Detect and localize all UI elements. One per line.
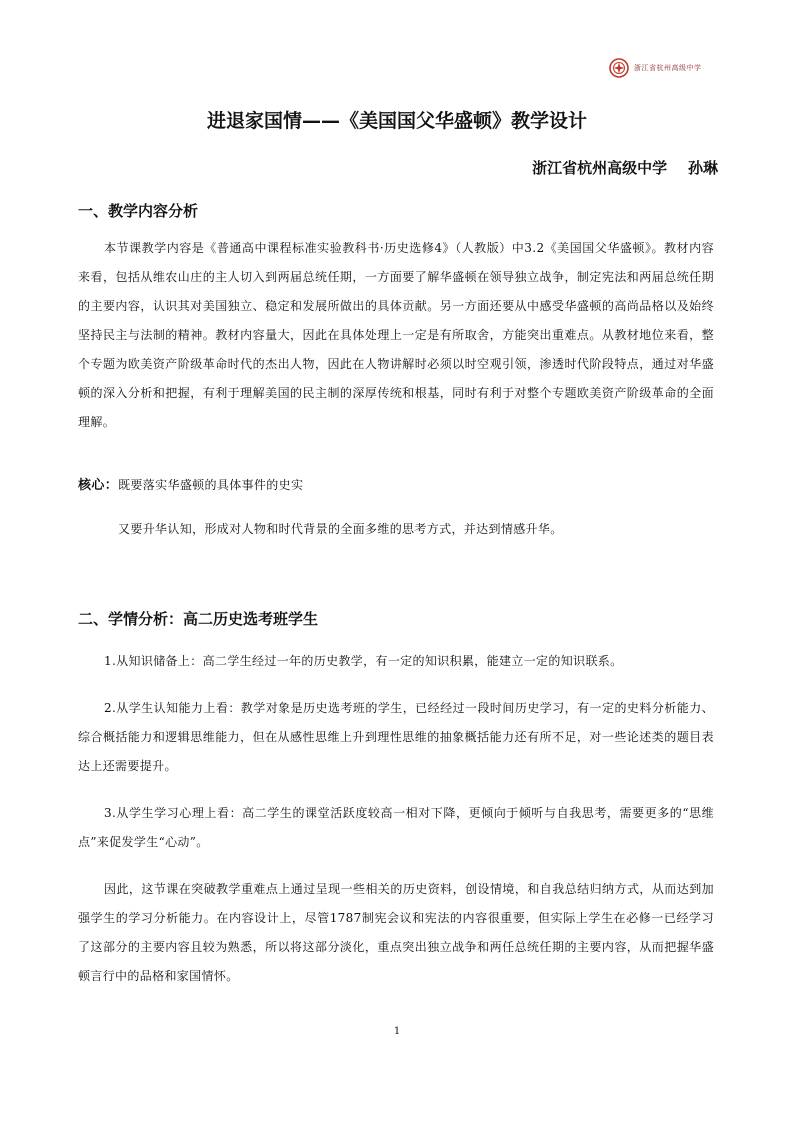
- core-label: 核心：: [78, 478, 119, 493]
- student-analysis-item-2: 2.从学生认知能力上看：教学对象是历史选考班的学生，已经经过一段时间历史学习，有一定的史料分析能力、综合概括能力和逻辑思维能力，但在从感性思维上升到理性思维的抽象概括能力还有所不足，对一些论述类的题目表达上还需要提升。: [78, 701, 714, 773]
- section-heading-content-analysis: 一、教学内容分析: [78, 202, 199, 220]
- student-analysis-item-1: 1.从知识储备上：高二学生经过一年的历史教学，有一定的知识积累，能建立一定的知识联系。: [104, 654, 623, 668]
- core-line-2: 又要升华认知，形成对人物和时代背景的全面多维的思考方式，并达到情感升华。: [118, 522, 563, 536]
- conclusion-paragraph: 因此，这节课在突破教学重难点上通过呈现一些相关的历史资料，创设情境，和自我总结归纳方式，从而达到加强学生的学习分析能力。在内容设计上，尽管1787制宪会议和宪法的内容很重要，但实际上学生在必修一已经学习了这部分的主要内容且较为熟悉，所以将这部分淡化，重点突出独立战争和两任总统任期的主要内容，从而把握华盛顿言行中的品格和家国情怀。: [78, 882, 714, 983]
- school-logo: [609, 57, 719, 79]
- author-line: 浙江省杭州高级中学 孙琳: [532, 159, 718, 177]
- section-heading-student-analysis: 二、学情分析：高二历史选考班学生: [78, 610, 319, 628]
- document-title: 进退家国情——《美国国父华盛顿》教学设计: [206, 110, 587, 132]
- school-logo-text: 浙江省杭州高级中学: [634, 64, 702, 72]
- page-number: 1: [393, 1026, 401, 1037]
- core-statement: [78, 474, 303, 493]
- core-line-1: 既要落实华盛顿的具体事件的史实: [118, 478, 304, 492]
- student-analysis-item-3: 3.从学生学习心理上看：高二学生的课堂活跃度较高一相对下降，更倾向于倾听与自我思考，需要更多的“思维点”来促发学生“心动”。: [78, 806, 714, 849]
- school-seal-icon: [609, 58, 629, 78]
- content-analysis-paragraph: 本节课教学内容是《普通高中课程标准实验教科书·历史选修4》（人教版）中3.2《美国国父华盛顿》。教材内容来看，包括从维农山庄的主人切入到两届总统任期，一方面要了解华盛顿在领导独立战争，制定宪法和两届总统任期的主要内容，认识其对美国独立、稳定和发展所做出的具体贡献。另一方面还要从中感受华盛顿的高尚品格以及始终坚持民主与法制的精神。教材内容量大，因此在具体处理上一定是有所取舍，方能突出重难点。从教材地位来看，整个专题为欧美资产阶级革命时代的杰出人物，因此在人物讲解时必须以时空观引领，渗透时代阶段特点，通过对华盛顿的深入分析和把握，有利于理解美国的民主制的深厚传统和根基，同时有利于对整个专题欧美资产阶级革命的全面理解。: [78, 241, 714, 429]
